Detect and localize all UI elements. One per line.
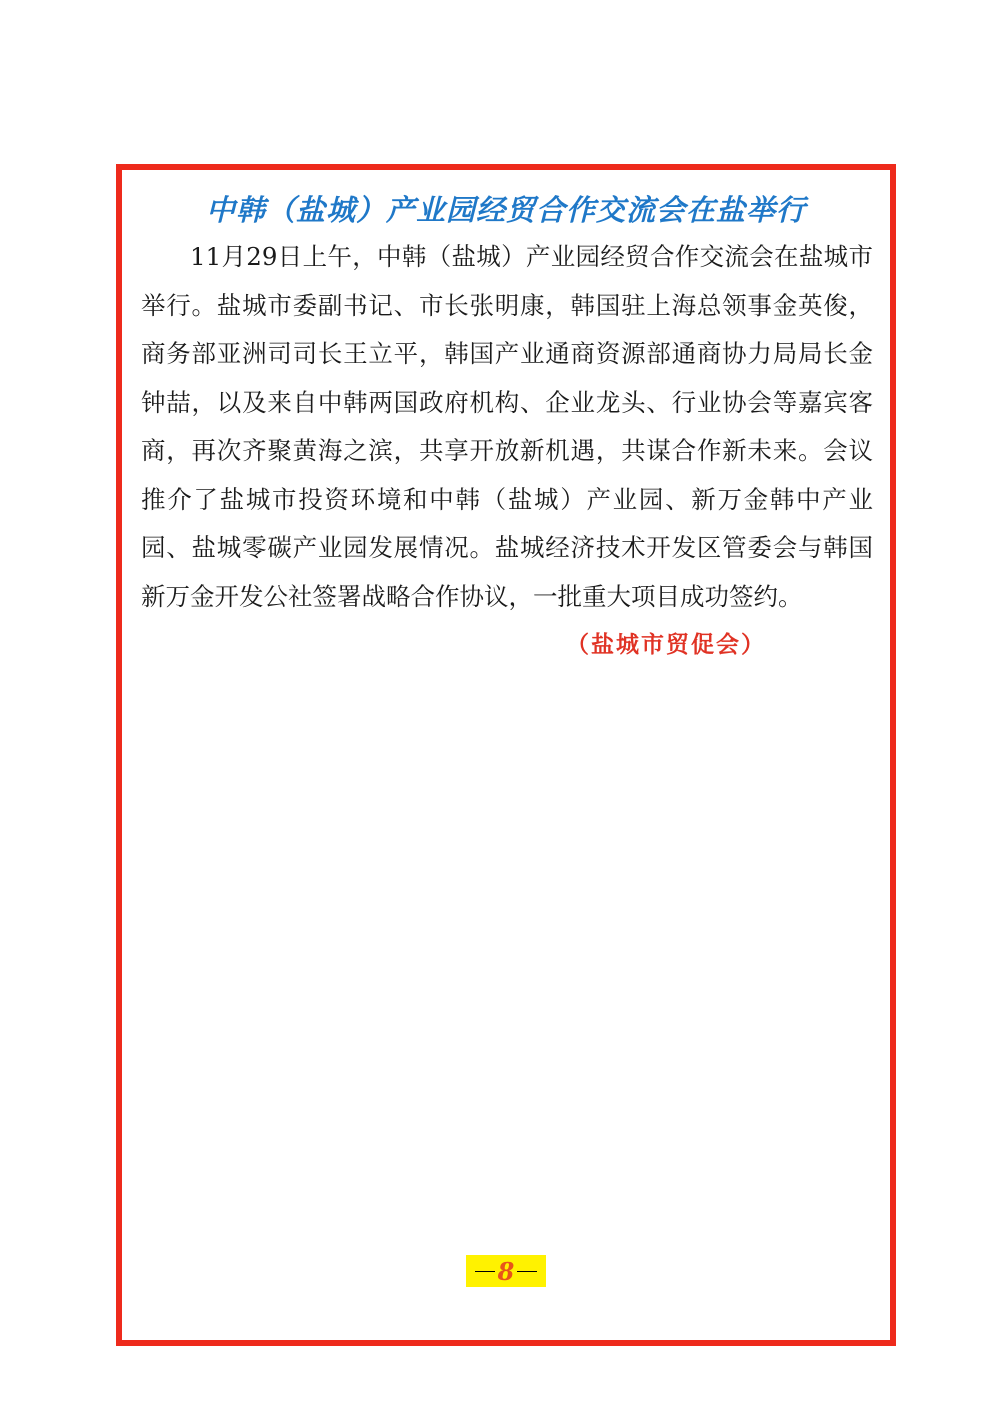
article-source: （盐城市贸促会） <box>566 631 766 658</box>
dash-left <box>475 1271 495 1272</box>
page-number-badge <box>466 1255 546 1287</box>
page-frame <box>116 164 896 1346</box>
page-number: 8 <box>497 1256 515 1286</box>
article-body: 11月29日上午，中韩（盐城）产业园经贸合作交流会在盐城市举行。盐城市委副书记、市长张明康，韩国驻上海总领事金英俊，商务部亚洲司司长王立平，韩国产业通商资源部通商协力局局长金钟喆，以及来自中韩两国政府机构、企业龙头、行业协会等嘉宾客商，再次齐聚黄海之滨，共享开放新机遇，共谋合作新未来。会议推介了盐城市投资环境和中韩（盐城）产业园、新万金韩中产业园、盐城零碳产业园发展情况。盐城经济技术开发区管委会与韩国新万金开发公社签署战略合作协议，一批重大项目成功签约。 <box>141 242 873 611</box>
dash-right <box>517 1271 537 1272</box>
article-title: 中韩（盐城）产业园经贸合作交流会在盐举行 <box>205 193 806 227</box>
